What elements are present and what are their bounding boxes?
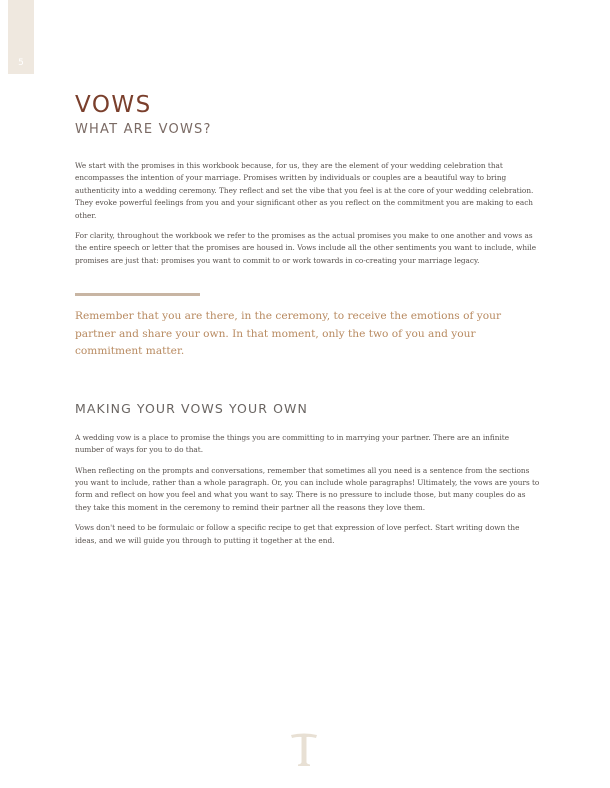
- making-own-paragraph-2: When reflecting on the prompts and conversations, remember that sometimes all you need is a sentence from the sections you want to include, rather than a whole paragraph. Or, you can include whole paragraphs! Ultimately, the vows are yours to form and reflect on how you feel and what you want to say. There is no pressure to include those, but many couples do as they take this moment in the ceremony to remind their partner all the reasons they love them.: [75, 465, 540, 512]
- quote-divider: [75, 293, 200, 296]
- brand-logo-icon: [289, 732, 319, 766]
- section-heading-what-are-vows: WHAT ARE VOWS?: [75, 122, 212, 137]
- page-tab: [8, 0, 34, 74]
- making-own-paragraph-1: A wedding vow is a place to promise the things you are committing to in marrying your partner. There are an infinite number of ways for you to do that.: [75, 432, 510, 455]
- section-heading-making-your-own: MAKING YOUR VOWS YOUR OWN: [75, 400, 308, 416]
- intro-paragraph-1: We start with the promises in this workbook because, for us, they are the element of your wedding celebration that encompasses the intention of your marriage. Promises written by individuals or couples are a beautiful way to bring authenticity into a wedding ceremony. They reflect and set the vibe that you feel is at the core of your wedding celebration. They evoke powerful feelings from you and your significant other as you reflect on the commitment you are making to each other.: [75, 161, 534, 220]
- page-content: [75, 92, 540, 547]
- page-number: 5: [18, 58, 24, 68]
- intro-paragraph-2: For clarity, throughout the workbook we refer to the promises as the actual promises you make to one another and vows as the entire speech or letter that the promises are housed in. Vows include all the other sentiments you want to include, while promises are just that: promises you want to commit to or work towards in co-creating your marriage legacy.: [75, 231, 537, 265]
- page-title: VOWS: [75, 92, 152, 118]
- making-own-paragraph-3: Vows don't need to be formulaic or follow a specific recipe to get that expression of love perfect. Start writing down the ideas, and we will guide you through to putting it together at the end.: [75, 523, 520, 545]
- pull-quote: Remember that you are there, in the ceremony, to receive the emotions of your partner and share your own. In that moment, only the two of you and your commitment matter.: [75, 310, 502, 358]
